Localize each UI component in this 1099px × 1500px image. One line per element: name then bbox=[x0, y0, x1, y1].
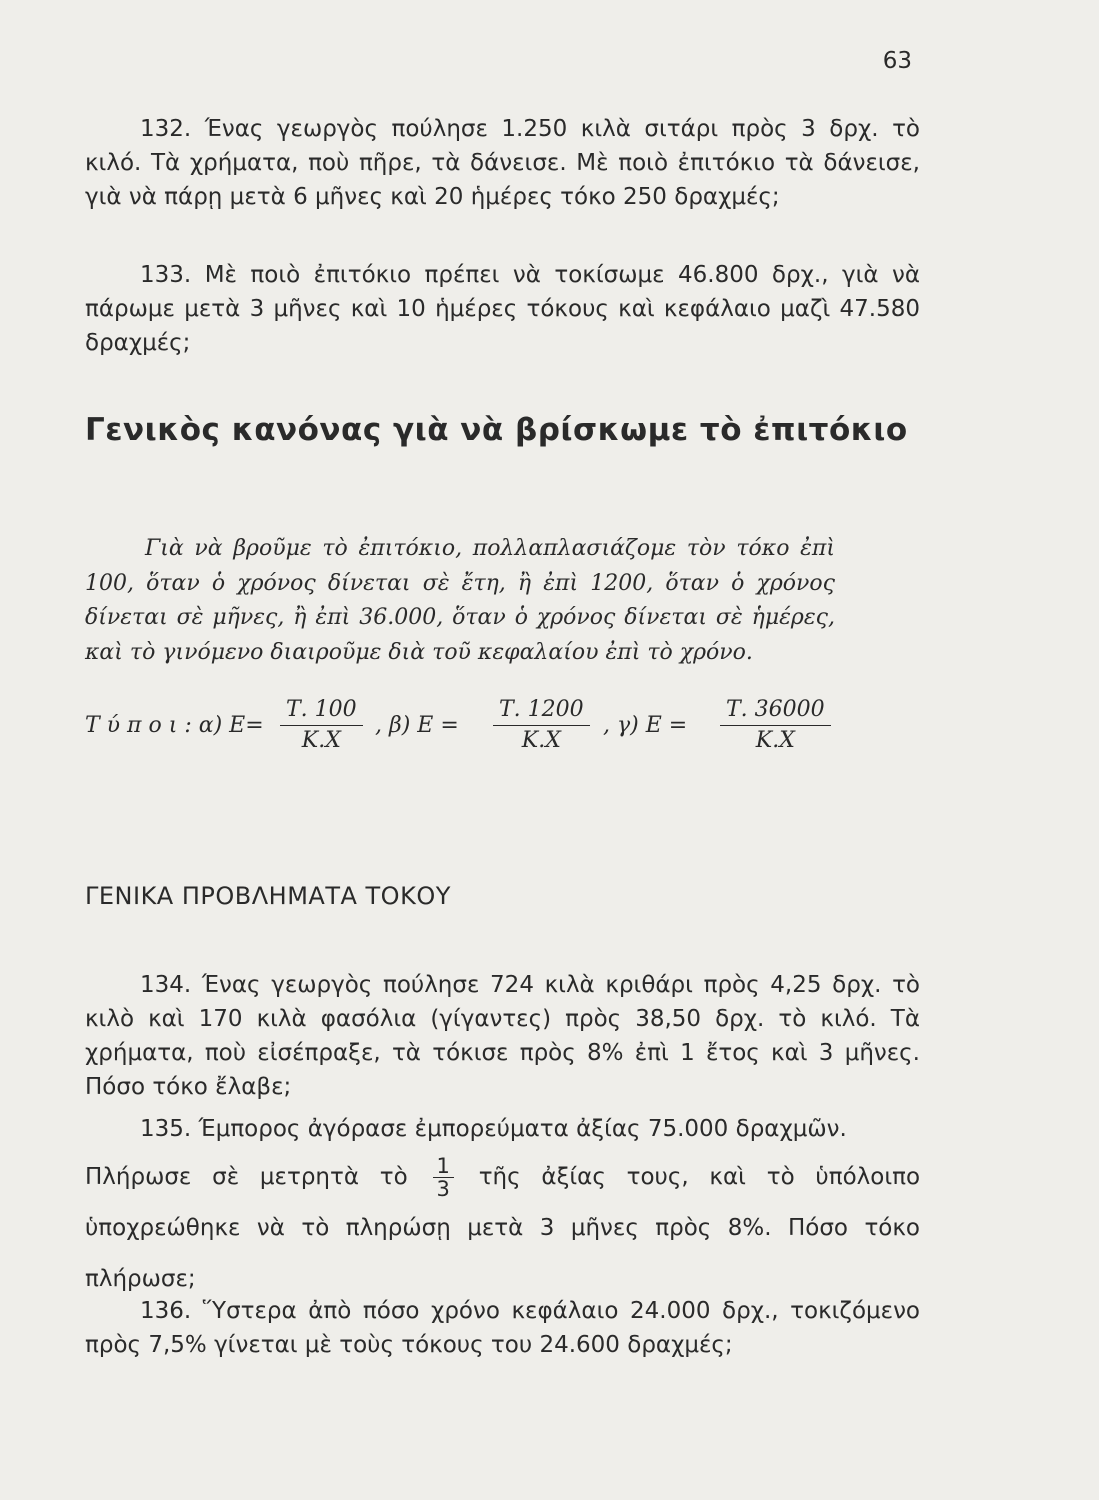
problem-text: Ένας γεωργὸς πούλησε 724 κιλὰ κριθάρι πρὸς 4,25 δρχ. τὸ κιλὸ καὶ 170 κιλὰ φασόλια (γίγαντες) πρὸς 38,50 δρχ. τὸ κιλό. Τὰ χρήματα, ποὺ εἰσέπραξε, τὰ τόκισε πρὸς 8% ἐπὶ 1 ἔτος καὶ 3 μῆνες. Πόσο τόκο ἔλαβε; bbox=[85, 972, 920, 1100]
problem-text: Έμπορος ἀγόρασε ἐμπορεύματα ἀξίας 75.000 δραχμῶν. bbox=[198, 1116, 847, 1142]
formula-c-numerator: Τ. 36000 bbox=[720, 695, 831, 726]
formula-b-denominator: Κ.Χ bbox=[521, 728, 561, 753]
problem-136 bbox=[85, 1294, 920, 1362]
problem-text: Ένας γεωργὸς πούλησε 1.250 κιλὰ σιτάρι πρὸς 3 δρχ. τὸ κιλό. Τὰ χρήματα, ποὺ πῆρε, τὰ δάνεισε. Μὲ ποιὸ ἐπιτόκιο τὰ δάνεισε, γιὰ νὰ πάρῃ μετὰ 6 μῆνες καὶ 20 ἡμέρες τόκο 250 δραχμές; bbox=[85, 116, 920, 210]
problem-number: 134. bbox=[140, 972, 192, 998]
fraction-one-third bbox=[433, 1155, 454, 1200]
page-number: 63 bbox=[882, 48, 912, 74]
problem-133 bbox=[85, 258, 920, 360]
formula-a-denominator: Κ.Χ bbox=[301, 728, 341, 753]
problem-number: 133. bbox=[140, 262, 192, 288]
subheading: ΓΕΝΙΚΑ ΠΡΟΒΛΗΜΑΤΑ ΤΟΚΟΥ bbox=[85, 882, 451, 910]
formula-b-numerator: Τ. 1200 bbox=[493, 695, 590, 726]
formula-b bbox=[493, 695, 590, 756]
formula-c bbox=[720, 695, 831, 756]
formula-c-denominator: Κ.Χ bbox=[755, 728, 795, 753]
rule-text: Γιὰ νὰ βροῦμε τὸ ἐπιτόκιο, πολλαπλασιάζομε τὸν τόκο ἐπὶ 100, ὅταν ὁ χρόνος δίνεται σὲ ἔτη, ἢ ἐπὶ 1200, ὅταν ὁ χρόνος δίνεται σὲ μῆνες, ἢ ἐπὶ 36.000, ὅταν ὁ χρόνος δίνεται σὲ ἡμέρες, καὶ τὸ γινόμενο διαιροῦμε διὰ τοῦ κεφαλαίου ἐπὶ τὸ χρόνο. bbox=[85, 536, 835, 665]
problem-135-continued bbox=[85, 1152, 920, 1305]
problem-132 bbox=[85, 112, 920, 214]
section-heading: Γενικὸς κανόνας γιὰ νὰ βρίσκωμε τὸ ἐπιτόκιο bbox=[85, 412, 908, 448]
formula-a-numerator: Τ. 100 bbox=[280, 695, 363, 726]
formula-c-label: , γ) Ε = bbox=[603, 713, 688, 738]
fraction-numerator: 1 bbox=[433, 1155, 454, 1178]
fraction-denominator: 3 bbox=[436, 1177, 450, 1201]
problem-text: τῆς ἀξίας τους, καὶ τὸ ὑπόλοιπο ὑποχρεώθηκε νὰ τὸ πληρώσῃ μετὰ 3 μῆνες πρὸς 8%. Πόσο τόκο πλήρωσε; bbox=[85, 1164, 921, 1292]
problem-134 bbox=[85, 968, 920, 1104]
formula-b-label: , β) Ε = bbox=[375, 713, 459, 738]
problem-text: Ὕστερα ἀπὸ πόσο χρόνο κεφάλαιο 24.000 δρχ., τοκιζόμενο πρὸς 7,5% γίνεται μὲ τοὺς τόκους του 24.600 δραχμές; bbox=[85, 1298, 921, 1358]
formula-a bbox=[280, 695, 363, 756]
formula-label: Τ ύ π ο ι : α) Ε= bbox=[85, 713, 264, 738]
problem-number: 132. bbox=[140, 116, 192, 142]
problem-text: Μὲ ποιὸ ἐπιτόκιο πρέπει νὰ τοκίσωμε 46.800 δρχ., γιὰ νὰ πάρωμε μετὰ 3 μῆνες καὶ 10 ἡμέρες τόκους καὶ κεφάλαιο μαζὶ 47.580 δραχμές; bbox=[85, 262, 920, 356]
formulas bbox=[85, 695, 845, 765]
problem-text: Πλήρωσε σὲ μετρητὰ τὸ bbox=[85, 1164, 408, 1190]
problem-135 bbox=[85, 1112, 920, 1146]
problem-number: 135. bbox=[140, 1116, 192, 1142]
problem-number: 136. bbox=[140, 1298, 192, 1324]
